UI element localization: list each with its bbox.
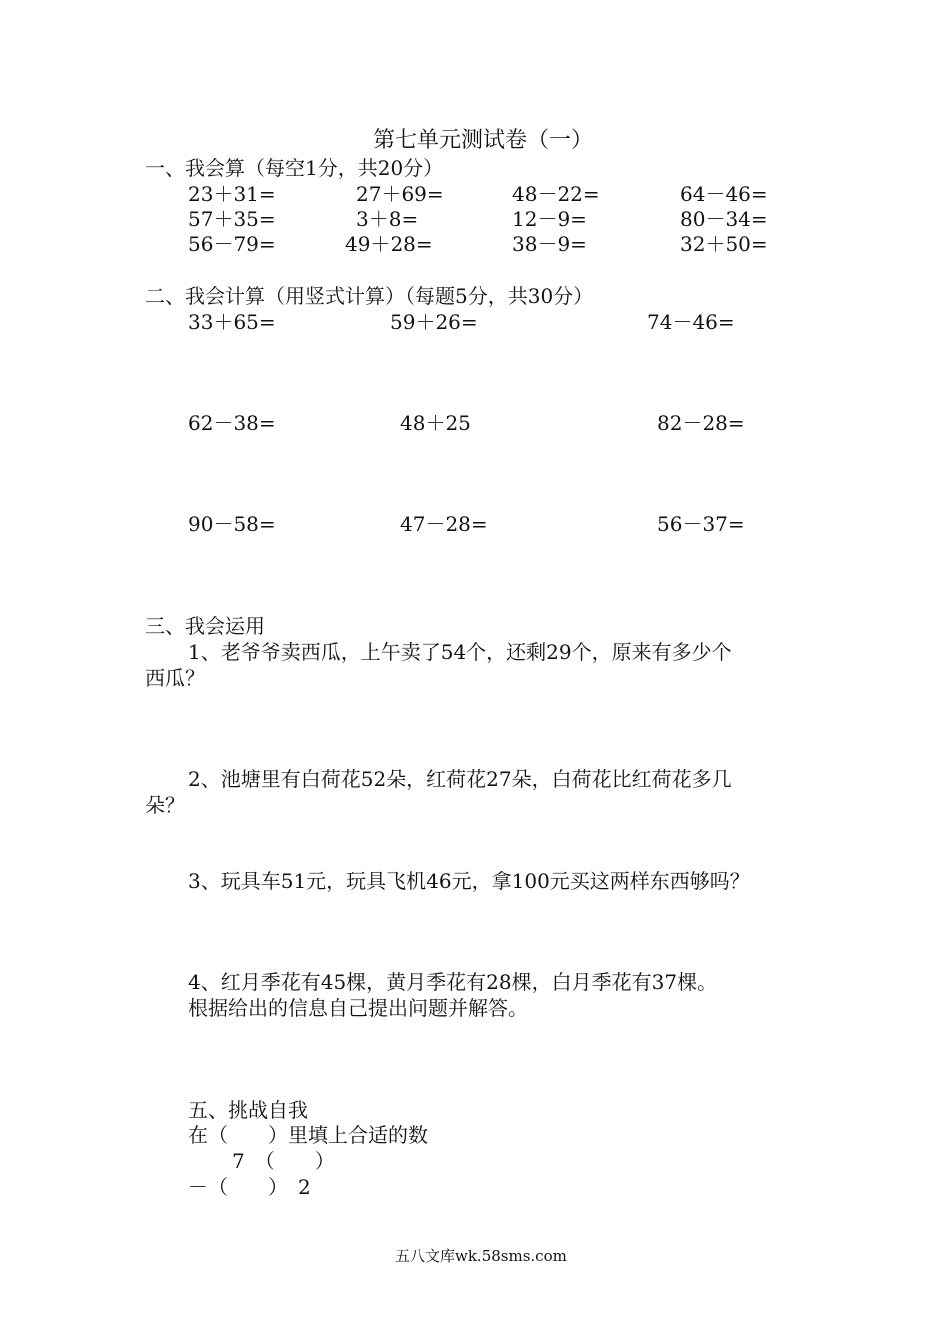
- problem-s2: 59＋26=: [390, 310, 478, 334]
- section5-heading: 五、挑战自我: [188, 1098, 308, 1122]
- problem-s2: 82－28=: [657, 411, 745, 435]
- problem-s1: 48－22=: [512, 182, 600, 206]
- problem-s2: 62－38=: [188, 411, 276, 435]
- section5-instruction: 在（ ）里填上合适的数: [188, 1123, 428, 1147]
- section1-heading: 一、我会算（每空1分，共20分）: [145, 156, 444, 180]
- problem-s1: 3＋8=: [356, 207, 419, 231]
- challenge-line-2: －（ ） 2: [188, 1175, 311, 1199]
- section2-heading: 二、我会计算（用竖式计算）（每题5分，共30分）: [145, 284, 594, 308]
- challenge-line-1: 7 （ ）: [232, 1149, 335, 1173]
- problem-s1: 12－9=: [512, 207, 587, 231]
- problem-s1: 27＋69=: [356, 182, 444, 206]
- word-problem-3: 3、玩具车51元，玩具飞机46元，拿100元买这两样东西够吗？: [188, 869, 750, 893]
- problem-s1: 23＋31=: [188, 182, 276, 206]
- problem-s2: 47－28=: [400, 512, 488, 536]
- problem-s1: 64－46=: [680, 182, 768, 206]
- word-problem-1-cont: 西瓜？: [145, 666, 205, 690]
- word-problem-2: 2、池塘里有白荷花52朵，红荷花27朵，白荷花比红荷花多几: [188, 767, 732, 791]
- problem-s1: 80－34=: [680, 207, 768, 231]
- word-problem-1: 1、老爷爷卖西瓜，上午卖了54个，还剩29个，原来有多少个: [188, 640, 732, 664]
- word-problem-4: 4、红月季花有45棵，黄月季花有28棵，白月季花有37棵。: [188, 970, 718, 994]
- problem-s1: 57＋35=: [188, 207, 276, 231]
- section3-heading: 三、我会运用: [145, 614, 265, 638]
- problem-s1: 56－79=: [188, 232, 276, 256]
- problem-s1: 49＋28=: [345, 232, 433, 256]
- problem-s2: 90－58=: [188, 512, 276, 536]
- problem-s2: 33＋65=: [188, 310, 276, 334]
- footer-watermark: 五八文库wk.58sms.com: [395, 1247, 567, 1265]
- word-problem-2-cont: 朵？: [145, 793, 185, 817]
- problem-s1: 32＋50=: [680, 232, 768, 256]
- page-title: 第七单元测试卷（一）: [373, 128, 594, 153]
- problem-s2: 48＋25: [400, 411, 471, 435]
- problem-s1: 38－9=: [512, 232, 587, 256]
- word-problem-4-cont: 根据给出的信息自己提出问题并解答。: [188, 996, 528, 1020]
- problem-s2: 56－37=: [657, 512, 745, 536]
- problem-s2: 74－46=: [647, 310, 735, 334]
